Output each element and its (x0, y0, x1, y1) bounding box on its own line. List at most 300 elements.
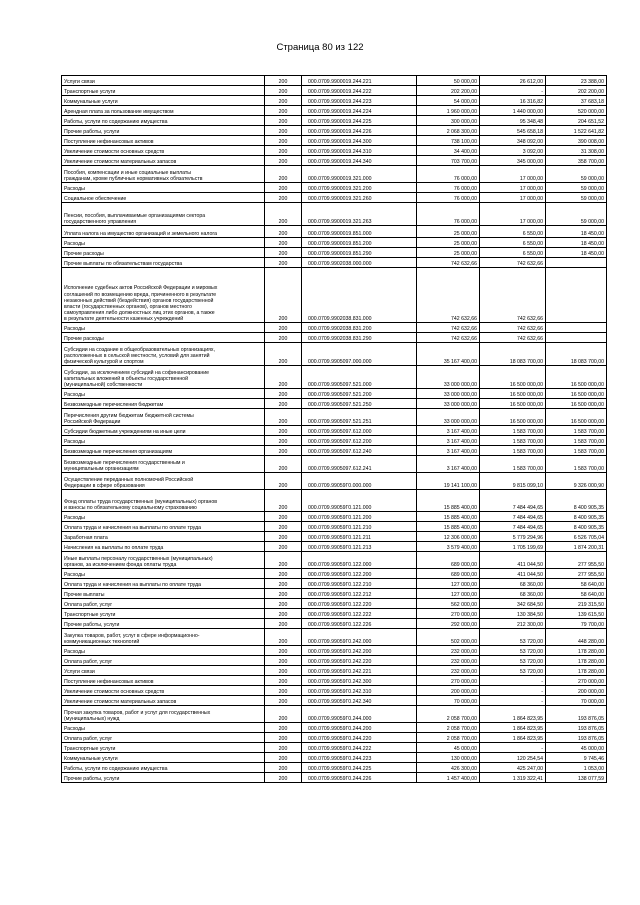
table-row (62, 193, 607, 203)
item-name-cell: Транспортные услуги (62, 743, 265, 753)
approved-amount-cell: 232 000,00 (417, 656, 480, 666)
remaining-amount-cell: 193 876,05 (546, 706, 607, 723)
remaining-amount-cell: 59 000,00 (546, 203, 607, 226)
executed-amount-cell: - (480, 743, 546, 753)
approved-amount-cell: 76 000,00 (417, 183, 480, 193)
item-name-cell: Оплата труда и начисления на выплаты по оплате труда (62, 522, 265, 532)
budget-report-table (61, 75, 607, 783)
item-name-cell: Прочие выплаты (62, 589, 265, 599)
approved-amount-cell: 127 000,00 (417, 589, 480, 599)
budget-code-cell: 000.0709.99059Г0.242.300 (302, 676, 417, 686)
line-code-cell: 200 (265, 473, 302, 490)
remaining-amount-cell: 18 450,00 (546, 226, 607, 238)
approved-amount-cell: 426 300,00 (417, 763, 480, 773)
budget-code-cell: 000.0709.99059Г0.244.223 (302, 753, 417, 763)
budget-code-cell: 000.0709.99059Г0.121.211 (302, 532, 417, 542)
remaining-amount-cell: 277 955,50 (546, 569, 607, 579)
executed-amount-cell: 545 658,18 (480, 126, 546, 136)
executed-amount-cell: 17 000,00 (480, 166, 546, 183)
executed-amount-cell: 9 815 099,10 (480, 473, 546, 490)
line-code-cell: 200 (265, 343, 302, 366)
remaining-amount-cell: 358 700,00 (546, 156, 607, 166)
remaining-amount-cell: 37 683,18 (546, 96, 607, 106)
item-name-cell: Увеличение стоимости основных средств (62, 146, 265, 156)
approved-amount-cell: 202 200,00 (417, 86, 480, 96)
table-row (62, 619, 607, 629)
remaining-amount-cell: 200 000,00 (546, 686, 607, 696)
budget-code-cell: 000.0709.99059Г0.242.310 (302, 686, 417, 696)
item-name-cell: Прочие расходы (62, 248, 265, 258)
table-row (62, 656, 607, 666)
item-name-cell: Оплата работ, услуг (62, 733, 265, 743)
executed-amount-cell: 16 500 000,00 (480, 399, 546, 409)
remaining-amount-cell: 138 077,59 (546, 773, 607, 783)
executed-amount-cell: - (480, 696, 546, 706)
item-name-cell: Исполнение судебных актов Российской Федерации и мировых соглашений по возмещению вреда, причиненного в результате незаконных действий (бездействия) органов государственной власти (государственных органов), органов местного самоуправления либо должностных лиц этих органов, а также в результате деятельности казенных учреждений (62, 268, 265, 323)
approved-amount-cell: 45 000,00 (417, 743, 480, 753)
executed-amount-cell: 411 044,50 (480, 552, 546, 569)
executed-amount-cell: 68 360,00 (480, 579, 546, 589)
remaining-amount-cell: 277 955,50 (546, 552, 607, 569)
item-name-cell: Безвозмездные перечисления организациям (62, 446, 265, 456)
item-name-cell: Прочие расходы (62, 333, 265, 343)
item-name-cell: Прочие работы, услуги (62, 773, 265, 783)
budget-code-cell: 000.0709.99059Г0.244.220 (302, 733, 417, 743)
approved-amount-cell: 54 000,00 (417, 96, 480, 106)
approved-amount-cell: 300 000,00 (417, 116, 480, 126)
line-code-cell: 200 (265, 696, 302, 706)
budget-code-cell: 000.0709.99059Г0.244.226 (302, 773, 417, 783)
remaining-amount-cell: 204 651,52 (546, 116, 607, 126)
remaining-amount-cell: 390 008,00 (546, 136, 607, 146)
remaining-amount-cell: 45 000,00 (546, 743, 607, 753)
table-row (62, 156, 607, 166)
approved-amount-cell: 742 632,66 (417, 268, 480, 323)
item-name-cell: Увеличение стоимости материальных запасов (62, 156, 265, 166)
line-code-cell: 200 (265, 248, 302, 258)
item-name-cell: Оплата работ, услуг (62, 599, 265, 609)
remaining-amount-cell: 178 280,00 (546, 666, 607, 676)
line-code-cell: 200 (265, 446, 302, 456)
budget-code-cell: 000.0709.99059Г0.121.213 (302, 542, 417, 552)
line-code-cell: 200 (265, 609, 302, 619)
approved-amount-cell: 742 632,66 (417, 323, 480, 333)
approved-amount-cell: 33 000 000,00 (417, 366, 480, 389)
table-row (62, 96, 607, 106)
budget-code-cell: 000.0709.99059Г0.122.226 (302, 619, 417, 629)
table-row (62, 389, 607, 399)
remaining-amount-cell: 178 280,00 (546, 646, 607, 656)
approved-amount-cell: 3 167 400,00 (417, 436, 480, 446)
item-name-cell: Увеличение стоимости материальных запасов (62, 696, 265, 706)
table-row (62, 116, 607, 126)
item-name-cell: Коммунальные услуги (62, 753, 265, 763)
executed-amount-cell: 1 583 700,00 (480, 426, 546, 436)
budget-code-cell: 000.0709.99059Г0.122.212 (302, 589, 417, 599)
budget-code-cell: 000.0709.9900019.321.200 (302, 183, 417, 193)
table-row (62, 773, 607, 783)
table-row (62, 723, 607, 733)
item-name-cell: Расходы (62, 512, 265, 522)
budget-code-cell: 000.0709.99059Г0.244.225 (302, 763, 417, 773)
approved-amount-cell: 25 000,00 (417, 226, 480, 238)
item-name-cell: Работы, услуги по содержанию имущества (62, 116, 265, 126)
executed-amount-cell: 1 583 700,00 (480, 456, 546, 473)
table-row (62, 473, 607, 490)
remaining-amount-cell: 16 500 000,00 (546, 366, 607, 389)
item-name-cell: Закупка товаров, работ, услуг в сфере информационно- коммуникационных технологий (62, 629, 265, 646)
table-row (62, 248, 607, 258)
budget-code-cell: 000.0709.99059Г0.122.200 (302, 569, 417, 579)
budget-code-cell: 000.0709.9900019.321.000 (302, 166, 417, 183)
line-code-cell: 200 (265, 399, 302, 409)
line-code-cell: 200 (265, 436, 302, 446)
executed-amount-cell: 53 720,00 (480, 646, 546, 656)
budget-code-cell: 000.0709.9900019.244.225 (302, 116, 417, 126)
executed-amount-cell: - (480, 686, 546, 696)
executed-amount-cell: 53 720,00 (480, 629, 546, 646)
line-code-cell: 200 (265, 619, 302, 629)
table-row (62, 569, 607, 579)
remaining-amount-cell: 193 876,05 (546, 733, 607, 743)
budget-code-cell: 000.0709.99059Г0.244.000 (302, 706, 417, 723)
line-code-cell: 200 (265, 552, 302, 569)
table-row (62, 599, 607, 609)
table-row (62, 676, 607, 686)
approved-amount-cell: 742 632,66 (417, 258, 480, 268)
line-code-cell: 200 (265, 156, 302, 166)
line-code-cell: 200 (265, 136, 302, 146)
budget-code-cell: 000.0709.99059Г0.242.200 (302, 646, 417, 656)
approved-amount-cell: 76 000,00 (417, 193, 480, 203)
budget-code-cell: 000.0709.9902038.000.000 (302, 258, 417, 268)
approved-amount-cell: 689 000,00 (417, 569, 480, 579)
item-name-cell: Услуги связи (62, 666, 265, 676)
budget-code-cell: 000.0709.99059Г0.242.221 (302, 666, 417, 676)
executed-amount-cell: 342 684,50 (480, 599, 546, 609)
line-code-cell: 200 (265, 743, 302, 753)
remaining-amount-cell: 59 000,00 (546, 183, 607, 193)
line-code-cell: 200 (265, 589, 302, 599)
line-code-cell: 200 (265, 522, 302, 532)
item-name-cell: Прочие работы, услуги (62, 619, 265, 629)
approved-amount-cell: 76 000,00 (417, 203, 480, 226)
remaining-amount-cell: 219 315,50 (546, 599, 607, 609)
item-name-cell: Коммунальные услуги (62, 96, 265, 106)
item-name-cell: Расходы (62, 323, 265, 333)
remaining-amount-cell: 16 500 000,00 (546, 399, 607, 409)
budget-code-cell: 000.0709.9900019.851.200 (302, 238, 417, 248)
line-code-cell: 200 (265, 686, 302, 696)
table-row (62, 146, 607, 156)
budget-code-cell: 000.0709.9905097.521.000 (302, 366, 417, 389)
remaining-amount-cell: 202 200,00 (546, 86, 607, 96)
table-row (62, 86, 607, 96)
line-code-cell: 200 (265, 409, 302, 426)
table-row (62, 366, 607, 389)
budget-code-cell: 000.0709.9900019.244.310 (302, 146, 417, 156)
executed-amount-cell: 345 000,00 (480, 156, 546, 166)
item-name-cell: Расходы (62, 389, 265, 399)
approved-amount-cell: 232 000,00 (417, 646, 480, 656)
line-code-cell: 200 (265, 666, 302, 676)
item-name-cell: Расходы (62, 238, 265, 248)
executed-amount-cell: - (480, 86, 546, 96)
remaining-amount-cell: 31 308,00 (546, 146, 607, 156)
executed-amount-cell: 16 500 000,00 (480, 389, 546, 399)
remaining-amount-cell: 8 400 905,35 (546, 490, 607, 512)
remaining-amount-cell: 1 583 700,00 (546, 446, 607, 456)
table-row (62, 686, 607, 696)
item-name-cell: Начисления на выплаты по оплате труда (62, 542, 265, 552)
table-row (62, 696, 607, 706)
line-code-cell: 200 (265, 366, 302, 389)
table-row (62, 106, 607, 116)
table-row (62, 268, 607, 323)
table-row (62, 399, 607, 409)
item-name-cell: Уплата налога на имущество организаций и земельного налога (62, 226, 265, 238)
budget-code-cell: 000.0709.9905097.521.250 (302, 399, 417, 409)
executed-amount-cell: 26 612,00 (480, 76, 546, 86)
item-name-cell: Пенсии, пособия, выплачиваемые организациями сектора государственного управления (62, 203, 265, 226)
executed-amount-cell: 68 360,00 (480, 589, 546, 599)
item-name-cell: Иные выплаты персоналу государственных (муниципальных) органов, за исключением фонда оплаты труда (62, 552, 265, 569)
budget-code-cell: 000.0709.99059Г0.121.000 (302, 490, 417, 512)
remaining-amount-cell: 59 000,00 (546, 166, 607, 183)
budget-code-cell: 000.0709.99059Г0.122.000 (302, 552, 417, 569)
budget-code-cell: 000.0709.99059Г0.242.220 (302, 656, 417, 666)
remaining-amount-cell: 193 876,05 (546, 723, 607, 733)
table-row (62, 226, 607, 238)
line-code-cell: 200 (265, 646, 302, 656)
approved-amount-cell: 76 000,00 (417, 166, 480, 183)
approved-amount-cell: 270 000,00 (417, 676, 480, 686)
line-code-cell: 200 (265, 456, 302, 473)
item-name-cell: Транспортные услуги (62, 86, 265, 96)
executed-amount-cell: 411 044,50 (480, 569, 546, 579)
line-code-cell: 200 (265, 96, 302, 106)
remaining-amount-cell: 1 583 700,00 (546, 436, 607, 446)
report-body (62, 76, 607, 783)
table-row (62, 579, 607, 589)
remaining-amount-cell (546, 268, 607, 323)
approved-amount-cell: 35 167 400,00 (417, 343, 480, 366)
line-code-cell: 200 (265, 676, 302, 686)
item-name-cell: Оплата работ, услуг (62, 656, 265, 666)
item-name-cell: Субсидии бюджетным учреждениям на иные цели (62, 426, 265, 436)
line-code-cell: 200 (265, 763, 302, 773)
line-code-cell: 200 (265, 268, 302, 323)
line-code-cell: 200 (265, 656, 302, 666)
executed-amount-cell: 16 316,82 (480, 96, 546, 106)
table-row (62, 446, 607, 456)
line-code-cell: 200 (265, 86, 302, 96)
executed-amount-cell: 1 864 823,95 (480, 733, 546, 743)
approved-amount-cell: 15 885 400,00 (417, 490, 480, 512)
remaining-amount-cell: 58 640,00 (546, 579, 607, 589)
remaining-amount-cell: 9 745,46 (546, 753, 607, 763)
table-row (62, 542, 607, 552)
page-header: Страница 80 из 122 (276, 42, 364, 53)
item-name-cell: Прочие выплаты по обязательствам государства (62, 258, 265, 268)
item-name-cell: Безвозмездные перечисления бюджетам (62, 399, 265, 409)
budget-code-cell: 000.0709.9900019.244.221 (302, 76, 417, 86)
executed-amount-cell: 18 083 700,00 (480, 343, 546, 366)
table-row (62, 512, 607, 522)
budget-code-cell: 000.0709.9900019.321.263 (302, 203, 417, 226)
item-name-cell: Расходы (62, 723, 265, 733)
budget-code-cell: 000.0709.9905097.521.200 (302, 389, 417, 399)
line-code-cell: 200 (265, 733, 302, 743)
item-name-cell: Оплата труда и начисления на выплаты по оплате труда (62, 579, 265, 589)
table-row (62, 166, 607, 183)
remaining-amount-cell: 6 526 705,04 (546, 532, 607, 542)
approved-amount-cell: 25 000,00 (417, 238, 480, 248)
executed-amount-cell: 3 092,00 (480, 146, 546, 156)
approved-amount-cell: 232 000,00 (417, 666, 480, 676)
table-row (62, 126, 607, 136)
item-name-cell: Расходы (62, 183, 265, 193)
table-row (62, 456, 607, 473)
executed-amount-cell: 7 484 494,65 (480, 522, 546, 532)
executed-amount-cell: 16 500 000,00 (480, 409, 546, 426)
approved-amount-cell: 1 457 400,00 (417, 773, 480, 783)
executed-amount-cell: 130 384,50 (480, 609, 546, 619)
remaining-amount-cell: 270 000,00 (546, 676, 607, 686)
line-code-cell: 200 (265, 333, 302, 343)
item-name-cell: Работы, услуги по содержанию имущества (62, 763, 265, 773)
line-code-cell: 200 (265, 126, 302, 136)
remaining-amount-cell: 520 000,00 (546, 106, 607, 116)
executed-amount-cell: 742 632,66 (480, 268, 546, 323)
budget-code-cell: 000.0709.9905097.000.000 (302, 343, 417, 366)
line-code-cell: 200 (265, 542, 302, 552)
line-code-cell: 200 (265, 183, 302, 193)
approved-amount-cell: 3 579 400,00 (417, 542, 480, 552)
executed-amount-cell: 7 484 494,65 (480, 490, 546, 512)
budget-code-cell: 000.0709.99059Г0.244.200 (302, 723, 417, 733)
remaining-amount-cell: 16 500 000,00 (546, 409, 607, 426)
table-row (62, 706, 607, 723)
executed-amount-cell: 53 720,00 (480, 656, 546, 666)
item-name-cell: Арендная плата за пользование имуществом (62, 106, 265, 116)
remaining-amount-cell: 1 874 200,31 (546, 542, 607, 552)
executed-amount-cell: 1 440 000,00 (480, 106, 546, 116)
budget-code-cell: 000.0709.9905097.612.200 (302, 436, 417, 446)
item-name-cell: Расходы (62, 569, 265, 579)
executed-amount-cell: 6 550,00 (480, 238, 546, 248)
approved-amount-cell: 270 000,00 (417, 609, 480, 619)
table-row (62, 743, 607, 753)
executed-amount-cell: 6 550,00 (480, 248, 546, 258)
line-code-cell: 200 (265, 76, 302, 86)
budget-code-cell: 000.0709.9905097.521.251 (302, 409, 417, 426)
line-code-cell: 200 (265, 773, 302, 783)
remaining-amount-cell: 18 450,00 (546, 238, 607, 248)
budget-code-cell: 000.0709.9905097.612.000 (302, 426, 417, 436)
approved-amount-cell: 25 000,00 (417, 248, 480, 258)
approved-amount-cell: 34 400,00 (417, 146, 480, 156)
item-name-cell: Расходы (62, 646, 265, 656)
remaining-amount-cell: 58 640,00 (546, 589, 607, 599)
executed-amount-cell: 1 583 700,00 (480, 436, 546, 446)
table-row (62, 436, 607, 446)
approved-amount-cell: 502 000,00 (417, 629, 480, 646)
approved-amount-cell: 12 306 000,00 (417, 532, 480, 542)
item-name-cell: Расходы (62, 436, 265, 446)
line-code-cell: 200 (265, 166, 302, 183)
table-row (62, 589, 607, 599)
item-name-cell: Пособия, компенсации и иные социальные выплаты гражданам, кроме публичных нормативных обязательств (62, 166, 265, 183)
budget-code-cell: 000.0709.9900019.244.223 (302, 96, 417, 106)
table-row (62, 409, 607, 426)
executed-amount-cell: 212 300,00 (480, 619, 546, 629)
budget-code-cell: 000.0709.9900019.244.224 (302, 106, 417, 116)
item-name-cell: Поступление нефинансовых активов (62, 136, 265, 146)
line-code-cell: 200 (265, 226, 302, 238)
remaining-amount-cell: 1 583 700,00 (546, 456, 607, 473)
remaining-amount-cell: 16 500 000,00 (546, 389, 607, 399)
approved-amount-cell: 70 000,00 (417, 696, 480, 706)
table-row (62, 426, 607, 436)
table-row (62, 753, 607, 763)
executed-amount-cell: 742 632,66 (480, 258, 546, 268)
table-row (62, 666, 607, 676)
approved-amount-cell: 292 000,00 (417, 619, 480, 629)
table-row (62, 258, 607, 268)
approved-amount-cell: 738 100,00 (417, 136, 480, 146)
budget-code-cell: 000.0709.9900019.851.000 (302, 226, 417, 238)
table-row (62, 733, 607, 743)
table-row (62, 552, 607, 569)
table-row (62, 238, 607, 248)
item-name-cell: Транспортные услуги (62, 609, 265, 619)
line-code-cell: 200 (265, 426, 302, 436)
executed-amount-cell: 53 720,00 (480, 666, 546, 676)
item-name-cell: Услуги связи (62, 76, 265, 86)
remaining-amount-cell: 8 400 905,35 (546, 522, 607, 532)
line-code-cell: 200 (265, 323, 302, 333)
item-name-cell: Фонд оплаты труда государственных (муниципальных) органов и взносы по обязательному социальному страхованию (62, 490, 265, 512)
table-row (62, 203, 607, 226)
remaining-amount-cell: 79 700,00 (546, 619, 607, 629)
budget-code-cell: 000.0709.9900019.244.222 (302, 86, 417, 96)
approved-amount-cell: 33 000 000,00 (417, 409, 480, 426)
executed-amount-cell: 742 632,66 (480, 333, 546, 343)
approved-amount-cell: 15 885 400,00 (417, 522, 480, 532)
executed-amount-cell: 1 583 700,00 (480, 446, 546, 456)
budget-code-cell: 000.0709.9900019.244.226 (302, 126, 417, 136)
approved-amount-cell: 689 000,00 (417, 552, 480, 569)
approved-amount-cell: 2 068 300,00 (417, 126, 480, 136)
table-row (62, 646, 607, 656)
approved-amount-cell: 200 000,00 (417, 686, 480, 696)
budget-code-cell: 000.0709.99059Г0.121.200 (302, 512, 417, 522)
budget-code-cell: 000.0709.99059Г0.242.340 (302, 696, 417, 706)
executed-amount-cell: 1 864 823,95 (480, 723, 546, 733)
approved-amount-cell: 130 000,00 (417, 753, 480, 763)
item-name-cell: Социальное обеспечение (62, 193, 265, 203)
approved-amount-cell: 33 000 000,00 (417, 389, 480, 399)
remaining-amount-cell: 178 280,00 (546, 656, 607, 666)
line-code-cell: 200 (265, 579, 302, 589)
table-row (62, 490, 607, 512)
table-row (62, 609, 607, 619)
approved-amount-cell: 2 058 700,00 (417, 706, 480, 723)
item-name-cell: Безвозмездные перечисления государственным и муниципальным организациям (62, 456, 265, 473)
line-code-cell: 200 (265, 146, 302, 156)
line-code-cell: 200 (265, 258, 302, 268)
